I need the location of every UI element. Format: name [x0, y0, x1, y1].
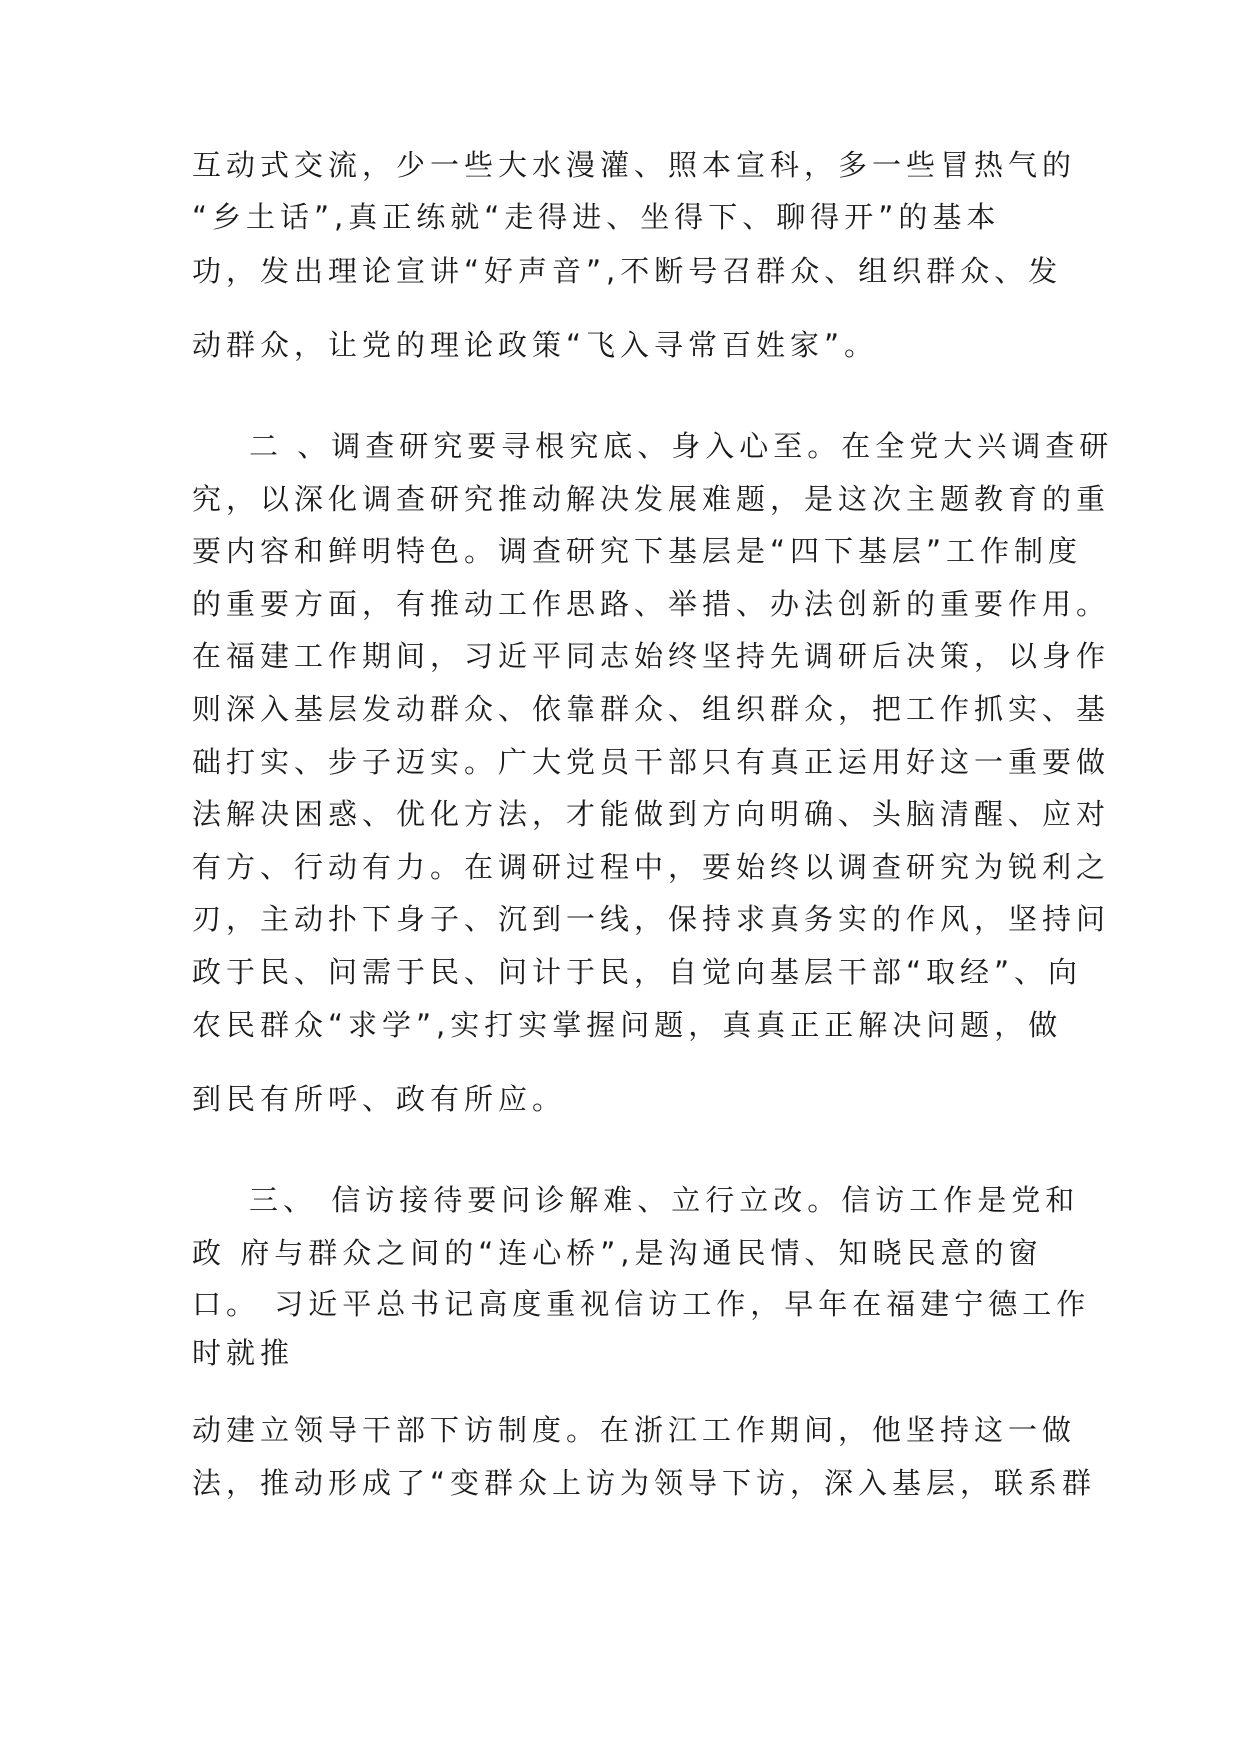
text-line: 农民群众“求学”,实打实掌握问题，真真正正解决问题，做: [192, 1008, 1063, 1042]
text-line: 政 府与群众之间的“连心桥”,是沟通民情、知晓民意的窗: [192, 1236, 1043, 1270]
text-line: 二 、调查研究要寻根究底、身入心至。在全党大兴调查研: [249, 429, 1114, 463]
text-line: 刃，主动扑下身子、沉到一线，保持求真务实的作风，坚持问: [192, 902, 1111, 936]
text-line: 在福建工作期间，习近平同志始终坚持先调研后决策，以身作: [192, 639, 1111, 673]
text-line: 互动式交流，少一些大水漫灌、照本宣科，多一些冒热气的: [192, 148, 1077, 182]
text-line: 法，推动形成了“变群众上访为领导下访，深入基层，联系群: [192, 1466, 1097, 1500]
text-line: 则深入基层发动群众、依靠群众、组织群众，把工作抓实、基: [192, 692, 1111, 726]
text-line: 要内容和鲜明特色。调查研究下基层是“四下基层”工作制度: [192, 534, 1083, 568]
text-line: 础打实、步子迈实。广大党员干部只有真正运用好这一重要做: [192, 745, 1111, 779]
text-line: 到民有所呼、政有所应。: [192, 1082, 567, 1116]
text-line: 究，以深化调查研究推动解决发展难题，是这次主题教育的重: [192, 482, 1111, 516]
text-line: 的重要方面，有推动工作思路、举措、办法创新的重要作用。: [192, 587, 1111, 621]
text-line: 动建立领导干部下访制度。在浙江工作期间，他坚持这一做: [192, 1413, 1077, 1447]
text-line: 时就推: [192, 1336, 295, 1370]
text-line: 三、 信访接待要问诊解难、立行立改。信访工作是党和: [249, 1183, 1080, 1217]
text-line: 功，发出理论宣讲“好声音”,不断号召群众、组织群众、发: [192, 254, 1063, 288]
text-line: 政于民、问需于民、问计于民，自觉向基层干部“取经”、向: [192, 955, 1083, 989]
text-line: 口。 习近平总书记高度重视信访工作，早年在福建宁德工作: [192, 1287, 1091, 1321]
text-line: 有方、行动有力。在调研过程中，要始终以调查研究为锐利之: [192, 850, 1111, 884]
text-line: 法解决困惑、优化方法，才能做到方向明确、头脑清醒、应对: [192, 797, 1111, 831]
text-line: 动群众，让党的理论政策“飞入寻常百姓家”。: [192, 328, 879, 362]
text-line: “乡土话”,真正练就“走得进、坐得下、聊得开”的基本: [192, 200, 1001, 234]
